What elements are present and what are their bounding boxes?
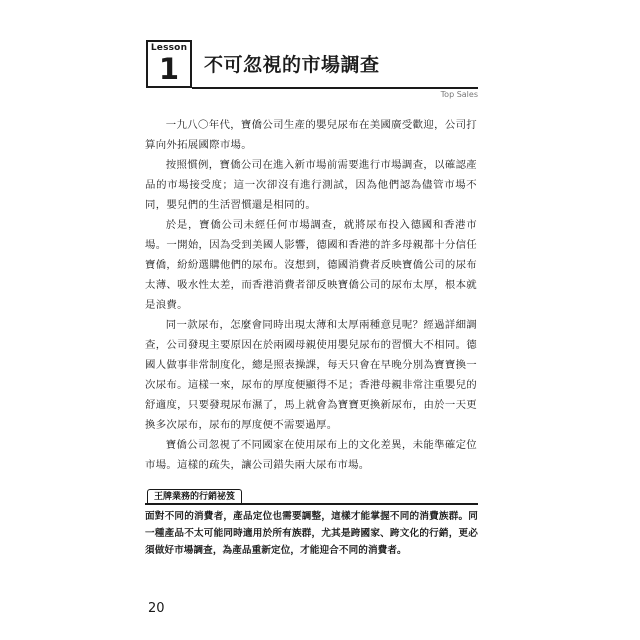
paragraph: 按照慣例，寶僑公司在進入新市場前需要進行市場調查，以確認產品的市場接受度；這一次卻沒有進行測試，因為他們認為儘管市場不同，嬰兒們的生活習慣還是相同的。 (145, 159, 477, 211)
tips-text: 面對不同的消費者，產品定位也需要調整，這樣才能掌握不同的消費族群。同一種產品不太可能同時適用於所有族群，尤其是跨國家、跨文化的行銷，更必須做好市場調查，為產品重新定位，才能迎合不同的消費者。 (145, 511, 478, 556)
tips-label: 王牌業務的行銷祕笈 (147, 489, 242, 505)
paragraph: 於是，寶僑公司未經任何市場調查，就將尿布投入德國和香港市場。一開始，因為受到美國人影響，德國和香港的許多母親都十分信任寶僑，紛紛選購他們的尿布。沒想到，德國消費者反映寶僑公司的尿布太薄、吸水性太差，而香港消費者卻反映寶僑公司的尿布太厚，根本就是浪費。 (145, 219, 477, 311)
paragraph: 寶僑公司忽視了不同國家在使用尿布上的文化差異，未能準確定位市場。這樣的疏失，讓公司錯失兩大尿布市場。 (145, 439, 477, 471)
page-number: 20 (148, 601, 165, 616)
paragraph: 一九八〇年代，寶僑公司生產的嬰兒尿布在美國廣受歡迎，公司打算向外拓展國際市場。 (145, 119, 477, 151)
tips-rule (145, 503, 478, 505)
lesson-label: Lesson (150, 43, 188, 53)
paragraph: 同一款尿布，怎麼會同時出現太薄和太厚兩種意見呢？經過詳細調查，公司發現主要原因在於兩國母親使用嬰兒尿布的習慣大不相同。德國人做事非常制度化，總是照表操課，每天只會在早晚分別為寶寶換一次尿布。這樣一來，尿布的厚度便顯得不足；香港母親非常注重嬰兒的舒適度，只要發現尿布濕了，馬上就會為寶寶更換新尿布，由於一天更換多次尿布，尿布的厚度便不需要過厚。 (145, 319, 477, 431)
body-text (145, 115, 477, 475)
lesson-badge (146, 40, 192, 88)
page-title: 不可忽視的市場調查 (204, 54, 380, 76)
section-tag: Top Sales (440, 90, 478, 99)
header-rule (192, 87, 478, 89)
lesson-number: 1 (158, 52, 180, 86)
